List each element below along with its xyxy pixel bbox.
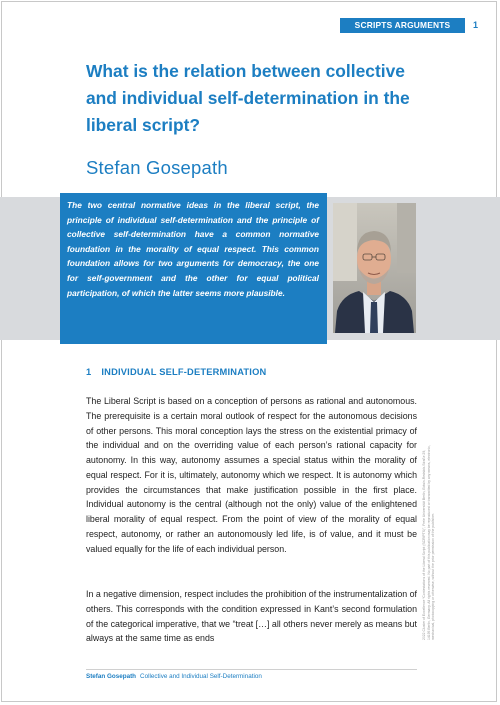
copyright-side-note: 2022 Cluster of Excellence “Contestations of the Liberal Script (SCRIPTS)”, Freie Universität Berlin, Edwin-Redslob-Straße 29, 14195 Berlin, Germany. All rights reserved. No part of this publication may be reproduced or transmitted by any means, electronic, mechanical, photocopying or otherwise, without the prior permission of the publisher. xyxy=(422,445,436,640)
section-number: 1 xyxy=(86,367,92,377)
section-heading xyxy=(86,367,266,377)
page-number: 1 xyxy=(473,20,479,30)
footer-author: Stefan Gosepath xyxy=(86,673,137,680)
portrait-photo xyxy=(333,203,416,333)
footer-rule xyxy=(86,669,417,670)
page-footer xyxy=(86,673,262,680)
header-rule xyxy=(340,32,465,33)
section-tab: SCRIPTS ARGUMENTS xyxy=(340,18,465,32)
author-portrait xyxy=(333,203,416,333)
article-author: Stefan Gosepath xyxy=(86,157,228,178)
article-title: What is the relation between collective and individual self-determination in the liberal script? xyxy=(86,61,410,135)
footer-running-title: Collective and Individual Self-Determination xyxy=(140,673,262,680)
abstract-box: The two central normative ideas in the liberal script, the principle of individual self-determination and the principle of collective self-determination have a common normative foundation in the morality of equal respect. This common foundation allows for two arguments for democracy, the one for self-government and the other for equal political participation, of which the latter seems more plausible. xyxy=(60,193,327,344)
body-paragraph-2: In a negative dimension, respect includes the prohibition of the instrumentalization of others. This corresponds with the condition expressed in Kant’s second formulation of the categorical imperative, that we “treat […] all others never merely as means but always at the same time as ends xyxy=(86,589,417,644)
section-heading-text: INDIVIDUAL SELF-DETERMINATION xyxy=(101,367,267,377)
body-paragraph-1: The Liberal Script is based on a conception of persons as rational and autonomous. The prerequisite is a certain moral outlook of respect for the autonomous decisions of other persons. This moral conception lays the stress on the existential primacy of the individual and on the overriding value of each person’s rational capacity for autonomy. In this way, autonomy assumes a special status within the morality of equal respect. For it is, ultimately, autonomy which we respect. It is autonomy which provides the circumstances that make justification possible in the first place. Individual autonomy is the central (although not the only) value of the enlightened liberal morality of equal respect. From the point of view of the morality of equal respect, autonomy, or rather an autonomously led life, is of value, and it must be valued equally for the life of each individual person. xyxy=(86,396,417,554)
